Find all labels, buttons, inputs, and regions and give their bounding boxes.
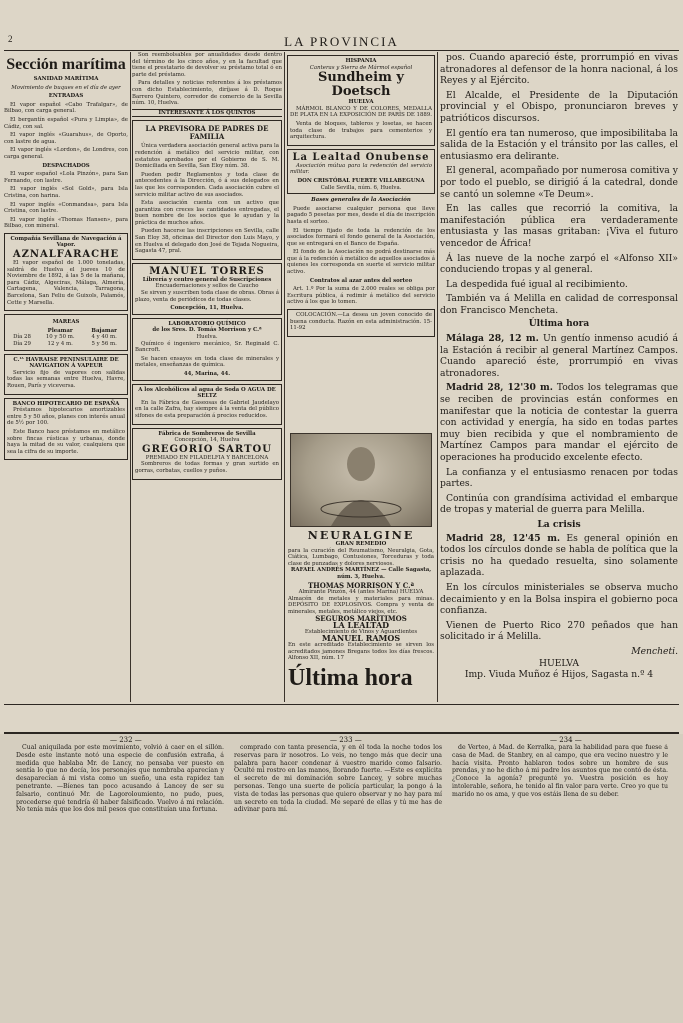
feuilleton-text: comprado con tanta presencia, y en él toda la noche todos los reservas para ir nosotros. Lo veis, no tengo más que decir una palabra para hacer condenar á vuestro marido como falsario. Oculté mi rostro en las manos, llorando fuerte. —Este es explícita el secreto de mi dominación sobre Lancey, y sobre muchas personas. Tengo una suerte de policía particular, la pongo á la vista de todas las personas que quiero observar y no hay para mí un secreto en toda la ciudad. Me separé de ellas y tú me has de adivinar para mí. [234, 744, 442, 814]
neuralgine-seller: RAFAEL ANDRÉS MARTÍNEZ — Calle Sagasta, núm. 3, Huelva. [290, 567, 432, 580]
despachado-item: El vapor inglés «Thomas Hansen», para Bilbao, con mineral. [4, 216, 128, 230]
hats-address: Concepción, 14, Huelva [174, 437, 240, 444]
newspaper-title: LA PROVINCIA [284, 34, 399, 49]
tides-cell: 10 y 50 m. [45, 334, 75, 341]
column-divider [437, 52, 438, 702]
signature: Mencheti. [631, 645, 678, 657]
despachado-item: El vapor inglés «Sol Gold», para Isla Cristina, con harina. [4, 186, 128, 199]
seguros-agent: LA LEALTAD [332, 620, 390, 631]
hats-title: Fábrica de Sombreros de Sevilla [158, 430, 256, 437]
previsora-box [132, 120, 282, 260]
colocacion-box [287, 309, 435, 337]
column-news [440, 52, 678, 702]
section-title: Sección marítima [6, 56, 126, 73]
bank-extra: Este Banco hace préstamos en metálico sobre fincas rústicas y urbanas, donde haya la mitad de su valor, cualquiera que sea la cifra de su importe. [7, 428, 125, 455]
bases-title: Bases generales de la Asociación [311, 197, 411, 204]
lealtad-address: Calle Sevilla, núm. 6, Huelva. [320, 184, 402, 191]
lab-text: Químico é ingeniero mecánico, Sr. Reginald C. Bancroft. [135, 340, 279, 354]
torres-address: Concepción, 11, Huelva. [170, 305, 244, 312]
ship-name: AZNALFARACHE [12, 249, 120, 261]
dispatch-text: Vienen de Puerto Rico 270 peñados que han solicitado ir á Melilla. [440, 619, 678, 643]
torres-title: MANUEL TORRES [149, 265, 265, 277]
laboratory-box [132, 318, 282, 381]
page-number-right: — 234 — [550, 736, 582, 744]
torres-box [132, 263, 282, 315]
previsora-text: Pueden pedir Reglamentos y toda clase de antecedentes á la Dirección, ó á sus delegados en las que les corresponden. Cada asociación cubre el servicio militar activo de sus asociados. [135, 171, 279, 198]
soda-title: A los Alcohólicos al agua de Soda O AGUA DE SELTZ [138, 386, 276, 400]
tides-cell: Día 28 [13, 334, 31, 341]
contract-text: Art. 1.º Por la suma de 2.000 reales se obliga por Escritura pública, á redimir á metálico del servicio activo á los que lo tomen. [287, 286, 435, 306]
tides-header-cell: Bajamar [91, 327, 117, 334]
dispatch-text: Es general opinión en todos los círculos donde se habla de política que la crisis no ha quedado resuelta, sino solamente aplazada. [440, 532, 678, 579]
news-paragraph: Á las nueve de la noche zarpó el «Alfonso XII» conduciendo tropas y al general. [440, 252, 678, 276]
feuilleton-column-mid [234, 744, 442, 1014]
tides-cell: 5 y 56 m. [91, 341, 117, 347]
company-box [4, 233, 128, 311]
news-paragraph: El Alcalde, el Presidente de la Diputación provincial y el Obispo, pronunciaron breves y patrióticos discursos. [440, 89, 678, 124]
entrada-item: El bergantín español «Pura y Limpia», de Cádiz, con sal. [4, 116, 128, 130]
dispatch-text: Un gentío inmenso acudió á la Estación á recibir al general Martínez Campos. Cuando apareció éste, prorrumpió en vivas atronadores. [440, 333, 678, 379]
lab-city: Huelva. [196, 334, 218, 340]
dispatch-text: Todos los telegramas que se reciben de provincias están conformes en manifestar que la noticia de contestar la guerra con actividad y energía, ha sido en todas partes muy bien recibida y que el nombramiento de Martínez Campos para mandar el ejército de operaciones ha producido excelente efecto. [440, 382, 678, 463]
despachado-item: El vapor español «Lola Pinzón», para San Fernando, con lastre. [4, 171, 128, 184]
contract-title: Contratos al azar antes del sorteo [309, 277, 413, 284]
havraise-box [4, 354, 128, 395]
loan-intro: Son reembolsables por anualidades desde dentro del término de los cinco años, y en la facultad que tiene el prestatario de devolver su préstamo total ó en parte del préstamo. [132, 52, 282, 78]
lealtad-title: La Lealtad Onubense [292, 151, 430, 163]
hats-name: GREGORIO SARTOU [142, 443, 272, 455]
bank-title: BANCO HIPOTECARIO DE ESPAÑA [12, 400, 120, 407]
masthead [0, 34, 683, 50]
imprint-city: HUELVA [538, 657, 580, 669]
dateline: Madrid 28, 12'45 m. [446, 532, 561, 544]
neuralgine-title: NEURALGINE [307, 529, 415, 542]
despachado-item: El vapor inglés «Conmandsa», para Isla Cristina, con lastre. [4, 201, 128, 215]
news-paragraph: En las calles que recorrió la comitiva, la manifestación pública era verdaderamente entusiasta y las masas gritaban: ¡Viva el futuro vencedor de África! [440, 203, 678, 249]
masthead-rule [4, 50, 679, 51]
previsora-text: Pueden hacerse las inscripciones en Sevilla, calle San Eloy 38, oficinas del Director don Luis Mayo, y en Huelva el delegado don José de Tejada Nogueira, Sagasta 47, pral. [135, 228, 279, 255]
dispatch-text: Continúa con grandísima actividad el embarque de tropas y material de guerra para Melilla. [440, 492, 678, 516]
colocacion-text: COLOCACIÓN.—La desea un joven conocido de buena conducta. Razón en esta administración. 15-11-92 [290, 312, 432, 332]
tides-row [7, 341, 125, 348]
soda-text: En la Fábrica de Gaseosas de Gabriel Jaudelayo en la calle Zafra, hay siempre á la venta del público sifones de esta preparación á precios reducidos. [135, 399, 279, 419]
lab-title: LABORATORIO QUÍMICO [168, 320, 246, 327]
tides-title: MAREAS [52, 319, 80, 326]
previsora-text: Esta asociación cuenta con un activo que garantiza con creces las cantidades entregadas, el buen nombre de los socios que le ayudan y la práctica de muchos años. [135, 200, 279, 226]
page-number-mid: — 233 — [330, 736, 362, 744]
news-paragraph: El gentío era tan numeroso, que imposibilitaba la salida de la Estación y el tránsito por las calles, el entusiasmo era delirante. [440, 127, 678, 162]
hispania-label: HISPANIA [345, 58, 377, 64]
column-divider [130, 52, 131, 702]
torres-subtitle: Librería y centro general de Suscripciones [142, 276, 272, 283]
tides-header-cell: Pleamar [47, 327, 73, 334]
seguros-text: Establecimiento de Vinos y Aguardientes [304, 628, 418, 635]
news-paragraph: pos. Cuando apareció éste, prorrumpió en vivas atronadores al defensor de la honra nacional, á los Reyes y al Ejército. [440, 52, 678, 87]
lealtad-representative: DON CRISTÓBAL FUERTE VILLABEGUNA [297, 177, 425, 184]
news-paragraph: También va á Melilla en calidad de corresponsal don Francisco Mencheta. [440, 293, 678, 316]
dispatch-text: La confianza y el entusiasmo renacen por todas partes. [440, 466, 678, 490]
lealtad-subtitle: Asociación mútua para la redención del servicio militar. [290, 162, 432, 176]
previsora-text: Única verdadera asociación general activa para la redención á metálico del servicio militar, con estatutos aprobados por el Gobierno de S. M. Domiciliada en Sevilla, San Eloy núm. 38. [135, 143, 279, 170]
entrada-item: El vapor inglés «Lordon», de Londres, con carga general. [4, 147, 128, 160]
lab-name: de los Sres. D. Tomás Morrison y C.ª [152, 327, 262, 334]
lealtad-box [287, 149, 435, 194]
neuralgine-text: para la curación del Reumatismo, Neuralgia, Gota, Ciática, Lumbago, Contusiones, Torceduras y toda clase de punzadas y dolores nerviosos. [288, 547, 434, 567]
neuralgine-subtitle: GRAN REMEDIO [335, 541, 387, 547]
dispatch-text: En los círculos ministeriales se observa mucho decaimiento y en la Bolsa inspira el gobierno poca confianza. [440, 581, 678, 617]
soda-box [132, 384, 282, 425]
marble-subtitle: MÁRMOL BLANCO Y DE COLORES, MEDALLA DE PLATA EN LA EXPOSICIÓN DE PARÍS DE 1889. [290, 105, 432, 119]
havraise-title: C.ᴵᴬ HAVRAISE PENINSULAIRE DE NAVIGATION Á VAPEUR [13, 356, 119, 370]
marble-text: Venta de bloques, tableros y losetas, se hacen toda clase de trabajos para cementerios y arquitectura. [290, 120, 432, 141]
seguros-title: SEGUROS MARÍTIMOS [315, 613, 407, 623]
page-number: 2 [8, 34, 15, 44]
bases-text: Puede asociarse cualquier persona que lleve pagado 5 pesetas por mes, desde el día de inscripción hasta el sorteo. [287, 205, 435, 225]
previsora-title: LA PREVISORA DE PADRES DE FAMILIA [145, 124, 269, 142]
feuilleton-column-right [452, 744, 668, 1014]
dateline: Málaga 28, 12 m. [446, 333, 539, 345]
tides-row [7, 334, 125, 341]
havraise-text: Servicio fijo de vapores con salidas todas las semanas entre Huelva, Havre, Rouen, París y viceversa. [7, 369, 125, 389]
hats-text: Sombreros de todas formas y gran surtido en gorras, corbatas, cuellos y puños. [135, 461, 279, 474]
entrada-item: El vapor español «Cabo Trafalgar», de Bilbao, con carga general. [4, 101, 128, 115]
morrison-address: Almirante Pinzón, 44 (antes Marina) HUELVA [298, 589, 424, 596]
tides-box [4, 314, 128, 350]
ramos-name: MANUEL RAMOS [321, 633, 401, 644]
bases-text: El tiempo fijado de toda la redención de los asociados formará el fondo general de la Asociación, que se entregará en el Banco de España. [287, 227, 435, 247]
tides-cell: Día 29 [13, 341, 31, 347]
imprint: Imp. Viuda Muñoz é Hijos, Sagasta n.º 4 [464, 669, 654, 681]
marble-city: HUELVA [348, 99, 374, 106]
bottom-rule [4, 704, 679, 705]
column-maritime [4, 52, 128, 702]
sanidad-heading: SANIDAD MARÍTIMA [33, 76, 99, 82]
tides-cell: 12 y 4 m. [47, 341, 73, 347]
neuralgine-ad [288, 430, 434, 700]
ultima-hora-big: Última hora [288, 664, 413, 691]
lab-address: 44, Marina, 44. [183, 370, 231, 377]
news-paragraph: La despedida fué igual al recibimiento. [446, 278, 628, 290]
bases-text: El fondo de la Asociación no podrá destinarse más que á la redención á metálico de aquellos asociados á quienes les corresponda en suerte el servicio militar activo. [287, 249, 435, 276]
ramos-text: En este acreditado Establecimiento se sirven los acreditados jamones Bregans todos los días frescos. Alfonso XII, núm. 17 [288, 641, 434, 662]
torres-subtitle-2: Encuadernaciones y sellos de Caucho [155, 283, 259, 290]
tides-cell: 4 y 40 m. [91, 334, 117, 341]
feuilleton-text: de Verteo, á Mad. de Kerralka, para la habilidad para que fuese á casa de Mad. de Stanbry, en al campo, que era vecino nuestro y le hacía visita. Pronto hablaron todos sobre un hombre de sus prendas, y no he dicho á mi padre los asuntos que me contó de ésta. ¿Conoce la agonía? pregunté yo. Vuestra posición es hoy intolerable, señora, he tenido al fin valor para verte. Creo yo que tu marido no os ama, y que vos estáis llena de su deber. [452, 744, 668, 798]
portrait-icon [291, 434, 431, 526]
morrison-text: Almacén de metales y materiales para minas. DEPÓSITO DE EXPLOSIVOS. Compra y venta de minerales, metales, metálico viejos, etc. [288, 595, 434, 615]
quintos-title: INTERESANTE Á LOS QUINTOS [132, 109, 282, 118]
feuilleton-text: Cual aniquilada por este movimiento, volvió á caer en el sillón. Desde este instante notó una especie de confusión extraña, á medida que hablaba Mr. de Lancy, no pensaba ver puesto en sentía lo que no decía, los personajes que nombraba aparecían y desaparecían á mi vista como un sueño, una esta rapidez tan penetrante. —Bíenes tan poco acusando á Lancey de ser su falsario, continuó Mr. de Lagoroloumiento, no pudo, pues, procederse qué tendría él haber falsificado. Vuelvo á mi relación. No tenía más que los dos mil pesos que constituían una fortuna. [16, 744, 224, 814]
despachados-label: DESPACHADOS [42, 162, 90, 169]
movement-line: Movimiento de buques en el día de ayer [11, 84, 121, 91]
bank-text: Préstamos hipotecarios amortizables entre 5 y 50 años, planes con interés anual de 5½ por 100. [7, 407, 125, 427]
dateline: Madrid 28, 12'30 m. [446, 382, 553, 394]
ultima-hora-title: Última hora [528, 319, 590, 330]
column-advertisements [132, 52, 282, 702]
company-name: Compañía Sevillana de Navegación á Vapor. [10, 235, 122, 249]
ship-text: El vapor español de 1.000 toneladas, saldrá de Huelva el jueves 10 de Noviembre de 1892, á las 5 de la mañana, para Cádiz, Algeciras, Málaga, Almería, Cartagena, Valencia, Tarragona, Barcelona, San Feliu de Guixols, Palamós, Cette y Marsella. [7, 260, 125, 306]
torres-text: Se sirven y suscriben toda clase de obras. Obras á plazo, venta de periódicos de todas clases. [135, 290, 279, 303]
column-divider [284, 52, 285, 702]
marble-box [287, 55, 435, 146]
crisis-label: La crisis [537, 518, 581, 530]
entrada-item: El vapor inglés «Guarahus», de Oporto, con lastre de agua. [4, 132, 128, 145]
hats-box [132, 428, 282, 480]
marble-brand: Sundheim y Doetsch [318, 70, 404, 100]
page-number-left: — 232 — [110, 736, 142, 744]
woman-illustration [290, 433, 432, 527]
hats-subtitle: PREMIADO EN FILADELFIA Y BARCELONA [145, 454, 269, 461]
entradas-label: ENTRADAS [48, 93, 84, 100]
news-paragraph: El general, acompañado por numerosa comitiva y por todo el pueblo, se dirigió á la catedral, donde se cantó un solemne «Te Deum». [440, 165, 678, 200]
loan-agent: Para detalles y noticias referentes á los préstamos con dicho Establecimiento, diríjase á D. Roque Barrero Quintero, corredor de comercio de la Sevilla núm. 10, Huelva. [132, 80, 282, 107]
bank-box [4, 398, 128, 461]
lab-text: Se hacen ensayos en toda clase de minerales y metales, enseñanzas de química. [135, 355, 279, 369]
tides-table [7, 328, 125, 348]
marble-title: Canteras y Sierra de Mármol español [309, 64, 413, 71]
feuilleton-column-left [16, 744, 224, 1014]
morrison-title: THOMAS MORRISON Y C.ª [307, 580, 415, 590]
